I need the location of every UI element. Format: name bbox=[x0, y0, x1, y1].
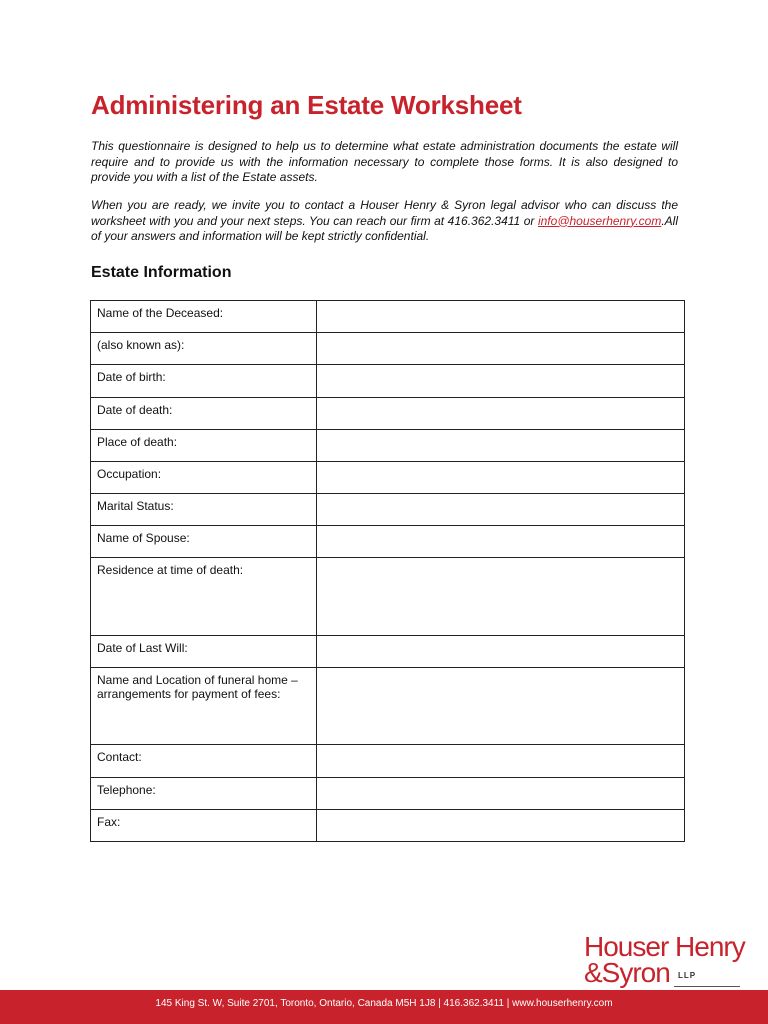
intro-paragraph-2-closing: .All of your answers and information will be kept strictly confidential. bbox=[91, 213, 678, 243]
table-row bbox=[91, 494, 685, 526]
footer-bar bbox=[0, 990, 768, 1024]
field-value-cell[interactable] bbox=[317, 301, 685, 333]
field-label: Telephone: bbox=[91, 778, 317, 810]
field-value-cell[interactable] bbox=[317, 398, 685, 430]
document-title: Administering an Estate Worksheet bbox=[91, 90, 522, 120]
logo-line-2: &Syron bbox=[584, 957, 670, 988]
field-label: Occupation: bbox=[91, 462, 317, 494]
field-label: Marital Status: bbox=[91, 494, 317, 526]
email-link[interactable]: info@houserhenry.com bbox=[537, 213, 662, 228]
table-row bbox=[91, 810, 685, 842]
table-row bbox=[91, 365, 685, 398]
field-value-cell[interactable] bbox=[317, 636, 685, 668]
field-value-cell[interactable] bbox=[317, 778, 685, 810]
table-row bbox=[91, 430, 685, 462]
field-value-cell[interactable] bbox=[317, 810, 685, 842]
field-label: Name and Location of funeral home – arrangements for payment of fees: bbox=[91, 668, 317, 745]
field-label: Name of Spouse: bbox=[91, 526, 317, 558]
estate-information-table bbox=[90, 300, 685, 842]
field-label: Date of birth: bbox=[91, 365, 317, 398]
field-label: Fax: bbox=[91, 810, 317, 842]
field-label: Residence at time of death: bbox=[91, 558, 317, 636]
field-value-cell[interactable] bbox=[317, 365, 685, 398]
company-logo bbox=[584, 931, 744, 991]
table-row bbox=[91, 668, 685, 745]
field-label: Place of death: bbox=[91, 430, 317, 462]
logo-llp-suffix: LLP bbox=[678, 971, 697, 980]
table-row bbox=[91, 462, 685, 494]
table-row bbox=[91, 333, 685, 365]
intro-paragraph-1: This questionnaire is designed to help us to determine what estate administration documents the estate will require and to provide us with the information necessary to complete those forms. It is also designed to provide you with a list of the Estate assets. bbox=[91, 139, 678, 184]
field-label: Date of Last Will: bbox=[91, 636, 317, 668]
table-row bbox=[91, 558, 685, 636]
table-row bbox=[91, 745, 685, 778]
field-label: Contact: bbox=[91, 745, 317, 778]
logo-underline bbox=[674, 986, 740, 987]
section-heading-estate-information: Estate Information bbox=[91, 264, 232, 281]
field-label: Date of death: bbox=[91, 398, 317, 430]
table-row bbox=[91, 778, 685, 810]
intro-paragraph-2 bbox=[91, 198, 678, 245]
field-value-cell[interactable] bbox=[317, 526, 685, 558]
table-row bbox=[91, 398, 685, 430]
field-value-cell[interactable] bbox=[317, 462, 685, 494]
field-value-cell[interactable] bbox=[317, 494, 685, 526]
field-value-cell[interactable] bbox=[317, 430, 685, 462]
table-row bbox=[91, 301, 685, 333]
field-value-cell[interactable] bbox=[317, 668, 685, 745]
field-value-cell[interactable] bbox=[317, 745, 685, 778]
field-value-cell[interactable] bbox=[317, 558, 685, 636]
field-value-cell[interactable] bbox=[317, 333, 685, 365]
table-row bbox=[91, 636, 685, 668]
field-label: (also known as): bbox=[91, 333, 317, 365]
field-label: Name of the Deceased: bbox=[91, 301, 317, 333]
logo-line-1: Houser Henry bbox=[584, 931, 745, 962]
footer-contact-text: 145 King St. W, Suite 2701, Toronto, Ontario, Canada M5H 1J8 | 416.362.3411 | www.houserhenry.com bbox=[155, 998, 613, 1009]
table-row bbox=[91, 526, 685, 558]
intro-paragraph-2-text: When you are ready, we invite you to contact a Houser Henry & Syron legal advisor who can discuss the worksheet with you and your next steps. You can reach our firm at 416.362.3411 or bbox=[91, 198, 678, 228]
